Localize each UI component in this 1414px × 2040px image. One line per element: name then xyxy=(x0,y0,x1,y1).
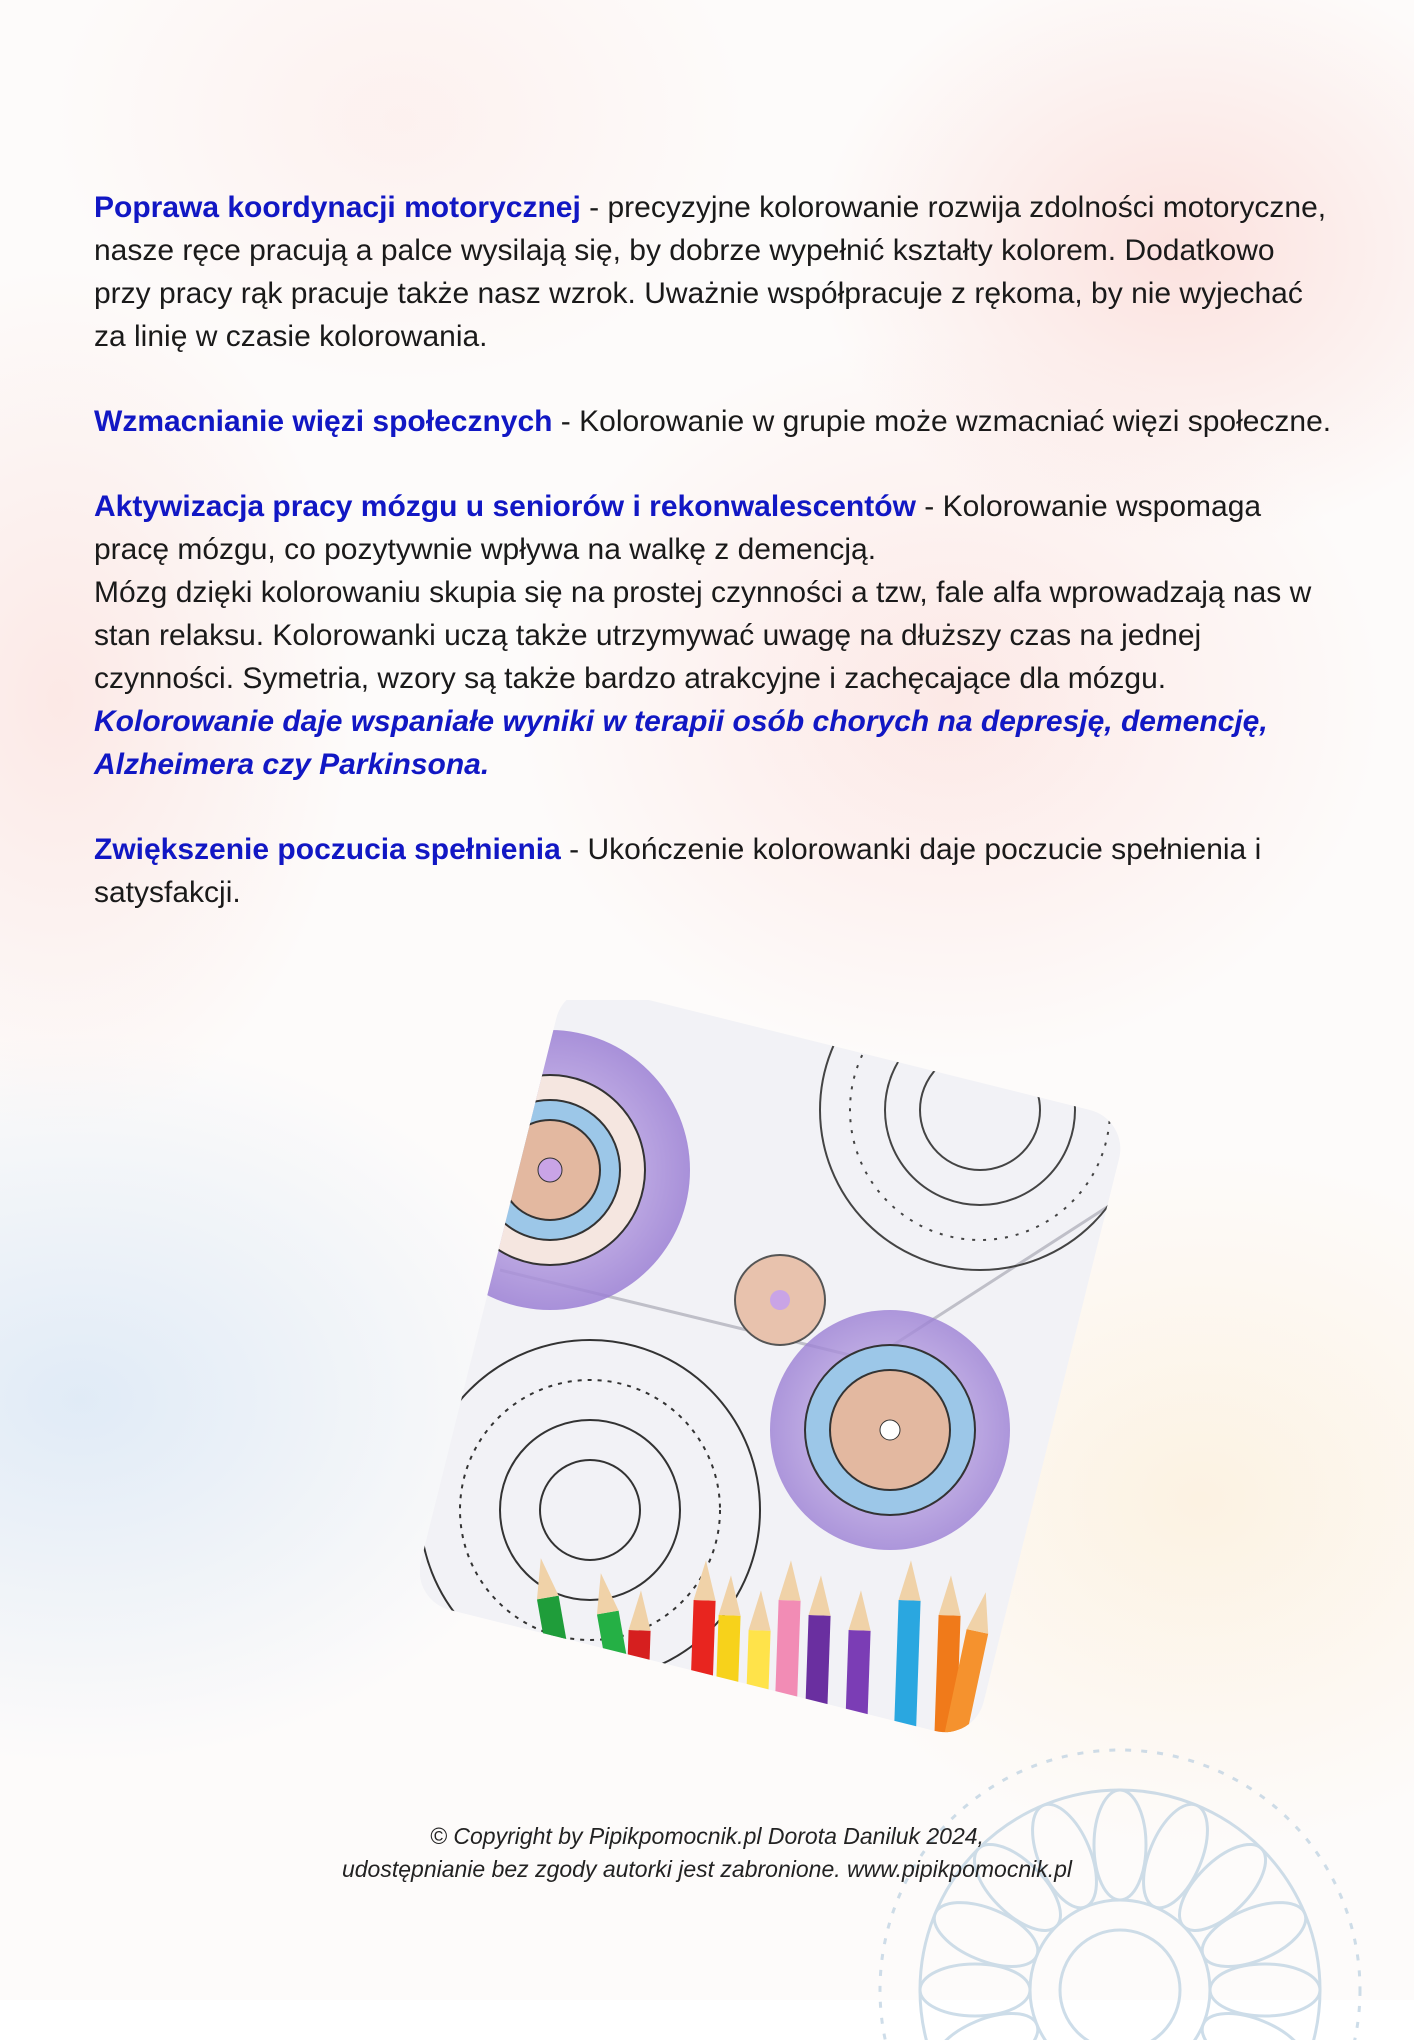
copyright-notice-line: udostępnianie bez zgody autorki jest zabronione. www.pipikpomocnik.pl xyxy=(341,1856,1073,1882)
coloring-page-photo xyxy=(420,1000,1200,1740)
section-motor-coordination xyxy=(94,186,1334,358)
copyright-footer xyxy=(0,1820,1414,1886)
section-emphasis: Kolorowanie daje wspaniałe wyniki w terapii osób chorych na depresję, demencję, Alzheimera czy Parkinsona. xyxy=(94,705,1268,781)
section-social-bonds xyxy=(94,400,1334,443)
section-heading: Zwiększenie poczucia spełnienia xyxy=(94,833,561,866)
section-heading: Poprawa koordynacji motorycznej xyxy=(94,191,581,224)
section-brain-activation xyxy=(94,485,1334,786)
section-text: - Kolorowanie w grupie może wzmacniać więzi społeczne. xyxy=(552,405,1332,438)
copyright-line: © Copyright by Pipikpomocnik.pl Dorota Daniluk 2024, xyxy=(430,1823,984,1849)
section-text: - Kolorowanie wspomaga pracę mózgu, co pozytywnie wpływa na walkę z demencją. xyxy=(94,490,1262,566)
article-body xyxy=(94,186,1334,956)
section-text: - precyzyjne kolorowanie rozwija zdolności motoryczne, nasze ręce pracują a palce wysilają się, by dobrze wypełnić kształty kolorem. Dodatkowo przy pracy rąk pracuje także nasz wzrok. Uważnie współpracuje z rękoma, by nie wyjechać za linię w czasie kolorowania. xyxy=(94,191,1327,353)
section-fulfillment xyxy=(94,828,1334,914)
section-text-continued: Mózg dzięki kolorowaniu skupia się na prostej czynności a tzw, fale alfa wprowadzają nas w stan relaksu. Kolorowanki uczą także utrzymywać uwagę na dłuższy czas na jednej czynności. Symetria, wzory są także bardzo atrakcyjne i zachęcające dla mózgu. xyxy=(94,576,1312,695)
section-heading: Aktywizacja pracy mózgu u seniorów i rekonwalescentów xyxy=(94,490,916,523)
section-text: - Ukończenie kolorowanki daje poczucie spełnienia i satysfakcji. xyxy=(94,833,1262,909)
section-heading: Wzmacnianie więzi społecznych xyxy=(94,405,553,438)
